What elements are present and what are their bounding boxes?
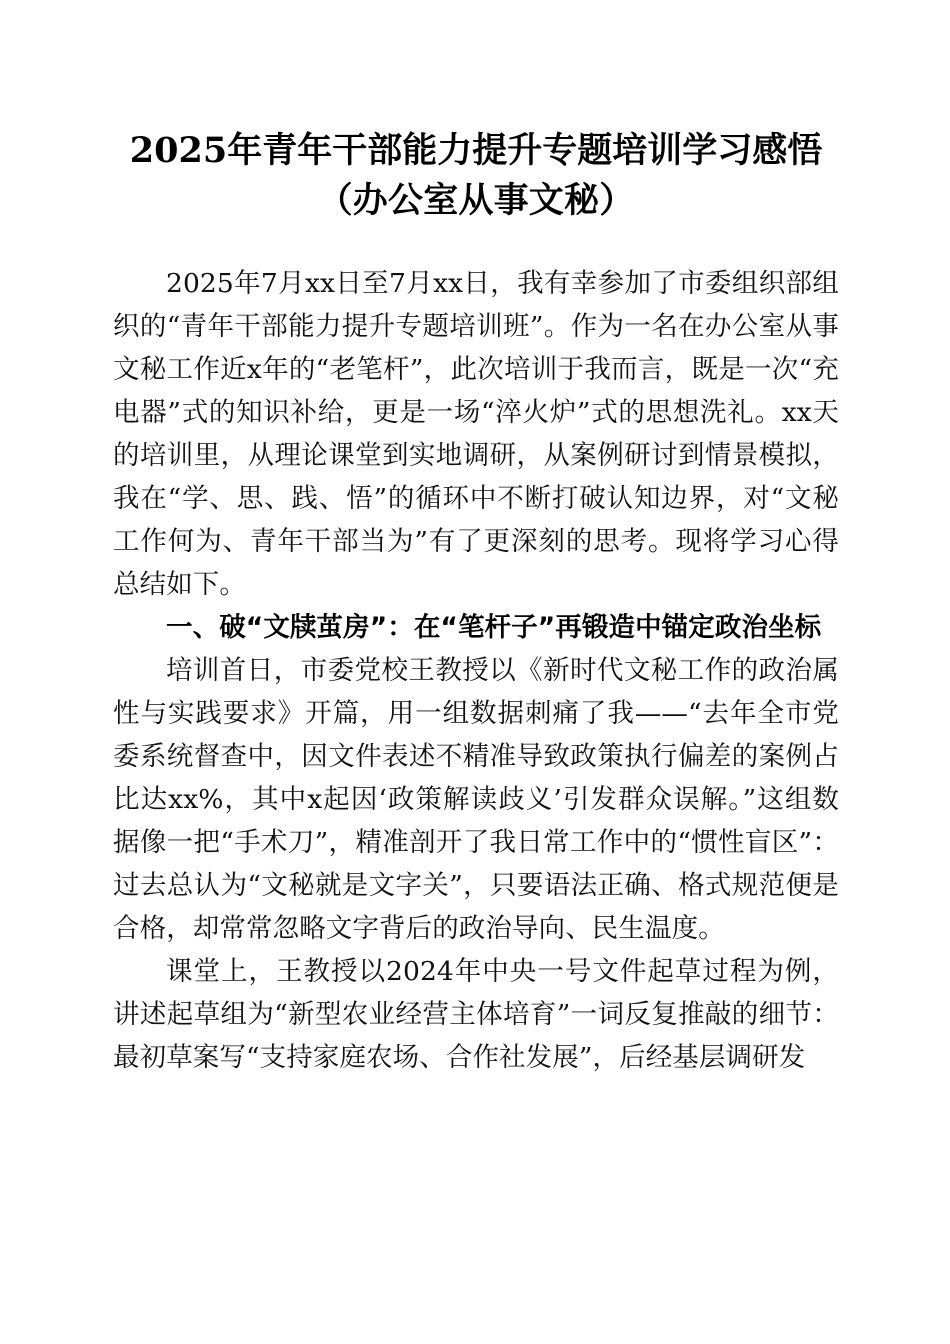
paragraph-section1-b: 课堂上，王教授以2024年中央一号文件起草过程为例，讲述起草组为“新型农业经营主体培育”一词反复推敲的细节：最初草案写“支持家庭农场、合作社发展”，后经基层调研发 [113, 956, 839, 1073]
document-title-line-2: （办公室从事文秘） [317, 180, 635, 221]
paragraph-intro: 2025年7月xx日至7月xx日，我有幸参加了市委组织部组织的“青年干部能力提升专题培训班”。作为一名在办公室从事文秘工作近x年的“老笔杆”，此次培训于我而言，既是一次“充电器”式的知识补给，更是一场“淬火炉”式的思想洗礼。xx天的培训里，从理论课堂到实地调研，从案例研讨到情景模拟，我在“学、思、践、悟”的循环中不断打破认知边界，对“文秘工作何为、青年干部当为”有了更深刻的思考。现将学习心得总结如下。 [113, 268, 839, 600]
document-title [113, 0, 839, 226]
document-body [113, 262, 839, 1079]
document-title-line-1: 2025年青年干部能力提升专题培训学习感悟 [129, 130, 823, 171]
section-heading-1: 一、破“文牍茧房”：在“笔杆子”再锻造中锚定政治坐标 [166, 612, 822, 643]
page-content [113, 0, 839, 1079]
paragraph-section1-a: 培训首日，市委党校王教授以《新时代文秘工作的政治属性与实践要求》开篇，用一组数据刺痛了我——“去年全市党委系统督查中，因文件表述不精准导致政策执行偏差的案例占比达xx%，其中x起因‘政策解读歧义’引发群众误解。”这组数据像一把“手术刀”，精准剖开了我日常工作中的“惯性盲区”：过去总认为“文秘就是文字关”，只要语法正确、格式规范便是合格，却常常忽略文字背后的政治导向、民生温度。 [113, 655, 839, 944]
